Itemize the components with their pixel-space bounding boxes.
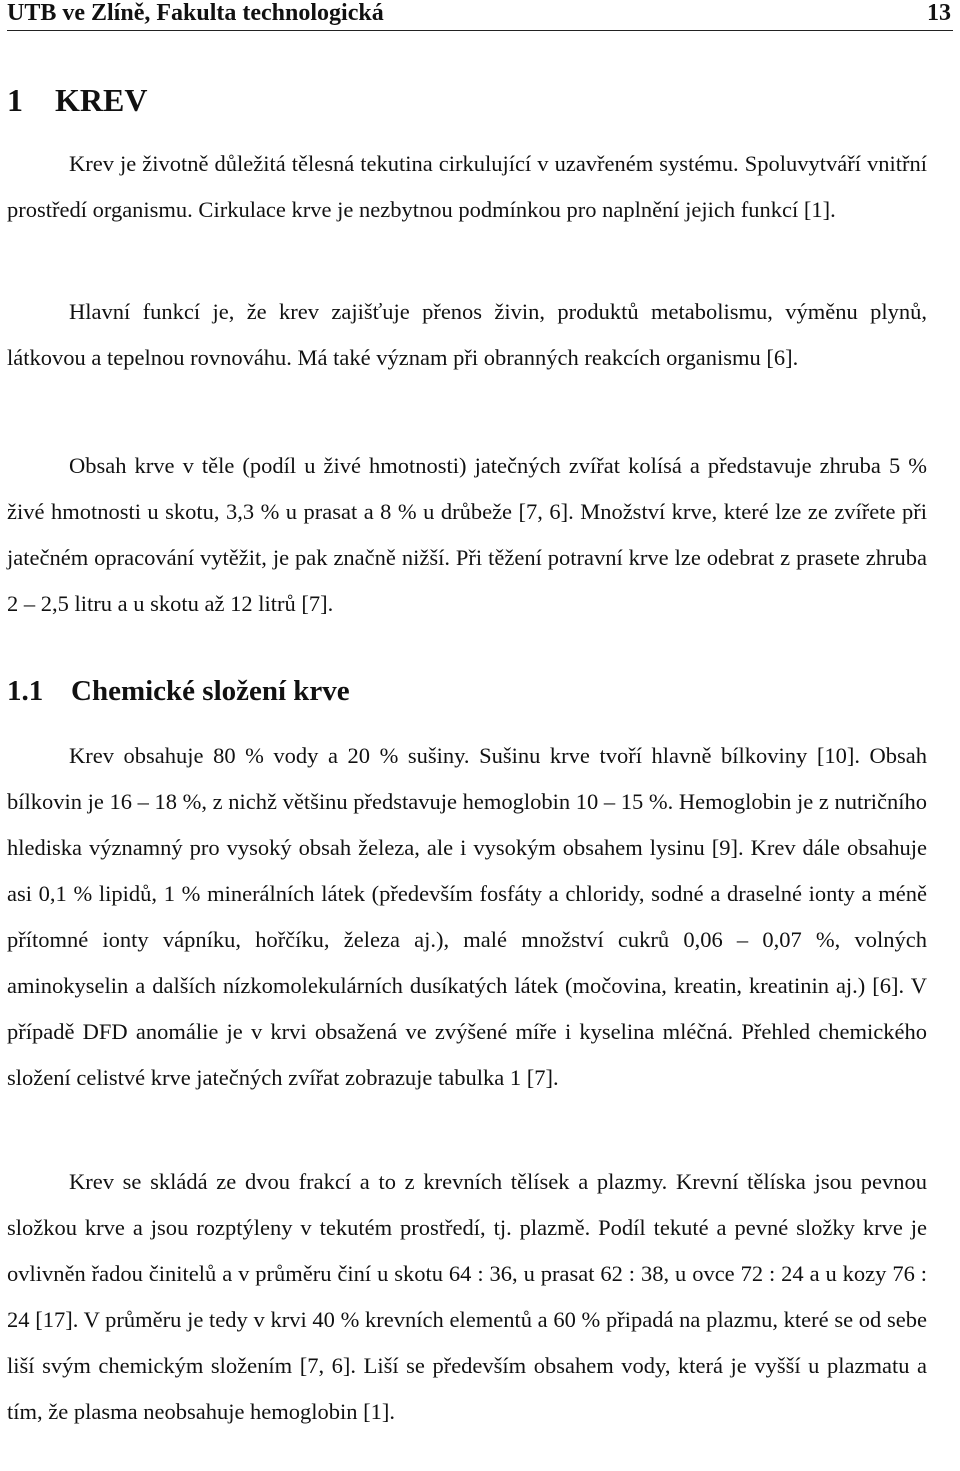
paragraph-functions: Hlavní funkcí je, že krev zajišťuje přenos živin, produktů metabolismu, výměnu plynů, látkovou a tepelnou rovnováhu. Má také význam při obranných reakcích organismu [6].: [7, 299, 927, 370]
paragraph-fractions: Krev se skládá ze dvou frakcí a to z krevních tělísek a plazmy. Krevní tělíska jsou pevnou složkou krve a jsou rozptýleny v tekutém prostředí, tj. plazmě. Podíl tekuté a pevné složky krve je ovlivněn řadou činitelů a v průměru činí u skotu 64 : 36, u prasat 62 : 38, u ovce 72 : 24 a u kozy 76 : 24 [17]. V průměru je tedy v krvi 40 % krevních elementů a 60 % připadá na plazmu, které se od sebe liší svým chemickým složením [7, 6]. Liší se především obsahem vody, která je vyšší u plazmatu a tím, že plasma neobsahuje hemoglobin [1].: [7, 1169, 927, 1424]
running-header: [7, 0, 953, 31]
page-number: 13: [927, 0, 951, 26]
chapter-title: KREV: [55, 82, 148, 118]
section-number: 1.1: [7, 675, 44, 707]
header-title: UTB ve Zlíně, Fakulta technologická: [7, 0, 384, 26]
chapter-heading: [7, 80, 147, 120]
section-title: Chemické složení krve: [71, 675, 350, 707]
section-heading: [7, 672, 350, 710]
paragraph-blood-content: Obsah krve v těle (podíl u živé hmotnosti) jatečných zvířat kolísá a představuje zhruba 5 % živé hmotnosti u skotu, 3,3 % u prasat a 8 % u drůbeže [7, 6]. Množství krve, které lze ze zvířete při jatečném opracování vytěžit, je pak značně nižší. Při těžení potravní krve lze odebrat z prasete zhruba 2 – 2,5 litru a u skotu až 12 litrů [7].: [7, 453, 927, 616]
chapter-number: 1: [7, 82, 23, 118]
paragraph-composition: Krev obsahuje 80 % vody a 20 % sušiny. Sušinu krve tvoří hlavně bílkoviny [10]. Obsah bílkovin je 16 – 18 %, z nichž většinu představuje hemoglobin 10 – 15 %. Hemoglobin je z nutričního hlediska významný pro vysoký obsah železa, ale i vysokým obsahem lysinu [9]. Krev dále obsahuje asi 0,1 % lipidů, 1 % minerálních látek (především fosfáty a chloridy, sodné a draselné ionty a méně přítomné ionty vápníku, hořčíku, železa aj.), malé množství cukrů 0,06 – 0,07 %, volných aminokyselin a dalších nízkomolekulárních dusíkatých látek (močovina, kreatin, kreatinin aj.) [6]. V případě DFD anomálie je v krvi obsažená ve zvýšené míře i kyselina mléčná. Přehled chemického složení celistvé krve jatečných zvířat zobrazuje tabulka 1 [7].: [7, 743, 927, 1090]
paragraph-intro: Krev je životně důležitá tělesná tekutina cirkulující v uzavřeném systému. Spoluvytváří vnitřní prostředí organismu. Cirkulace krve je nezbytnou podmínkou pro naplnění jejich funkcí [1].: [7, 151, 927, 222]
